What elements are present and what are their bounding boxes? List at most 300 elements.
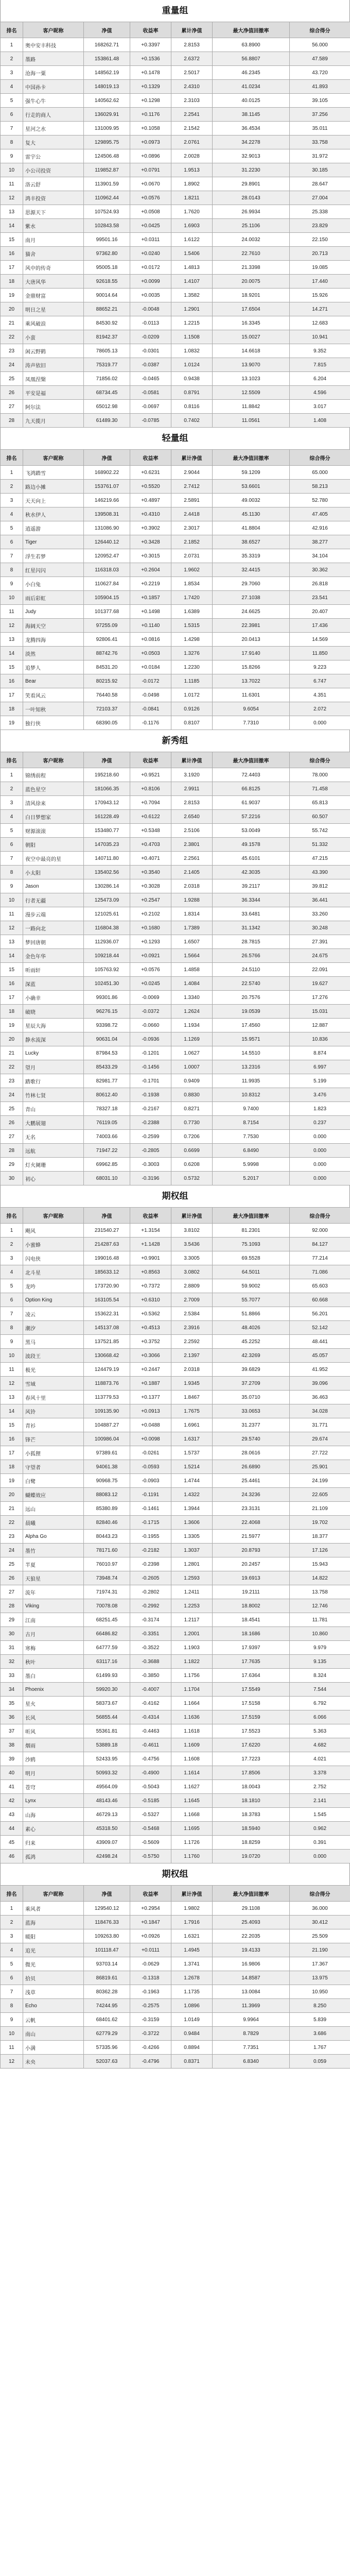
table-cell: 36.3344 [213,893,290,907]
table-cell: +1.3154 [130,1224,171,1238]
table-cell: 145137.08 [84,1321,130,1335]
table-cell: +0.8106 [130,782,171,796]
table-cell: 78327.18 [84,1102,130,1116]
table-cell: 59.9002 [213,1279,290,1293]
table-row [1,122,350,135]
table-cell: +0.1293 [130,935,171,949]
table-cell: +0.6231 [130,466,171,480]
table-cell: +0.6122 [130,810,171,824]
table-cell: 云帆 [23,2013,84,2027]
table-cell: 74003.66 [84,1130,130,1144]
table-cell: 109263.80 [84,1929,130,1943]
table-cell: 1.1627 [171,1780,213,1794]
table-row [1,261,350,275]
table-cell: 17.440 [290,275,350,289]
table-cell: 65.000 [290,466,350,480]
table-cell: 22.3981 [213,619,290,633]
table-cell: 69.5528 [213,1251,290,1265]
table-cell: 35.3319 [213,549,290,563]
table-cell: 0.8271 [171,1102,213,1116]
table-cell: 63.8900 [213,38,290,52]
table-cell: 11 [1,907,23,921]
table-cell: 10.8312 [213,1088,290,1102]
table-cell: 0.000 [290,716,350,730]
table-row [1,1293,350,1307]
ranking-section [0,730,350,1185]
table-cell: 39.105 [290,94,350,108]
table-cell: 35.011 [290,122,350,135]
table-row [1,1460,350,1474]
table-cell: 14.822 [290,1571,350,1585]
table-cell: 38.277 [290,535,350,549]
table-cell: 10 [1,893,23,907]
table-cell: 13.0084 [213,1985,290,1999]
table-cell: 47.589 [290,52,350,66]
column-header: 排名 [1,450,23,466]
table-cell: 99301.86 [84,991,130,1005]
table-cell: 109135.90 [84,1404,130,1418]
table-cell: 2.4310 [171,80,213,94]
table-row [1,674,350,688]
table-cell: 19 [1,716,23,730]
table-cell: 1.8211 [171,191,213,205]
table-cell: 1.3606 [171,1516,213,1530]
table-cell: 168902.22 [84,466,130,480]
table-cell: 7 [1,1985,23,1999]
table-cell: +0.0926 [130,1929,171,1943]
table-cell: 23.541 [290,591,350,605]
table-cell: 181066.35 [84,782,130,796]
table-cell: 25.338 [290,205,350,219]
table-cell: 1.3340 [171,991,213,1005]
table-row [1,963,350,977]
table-cell: 118476.33 [84,1916,130,1929]
table-cell: -0.2182 [130,1544,171,1557]
table-row [1,824,350,838]
table-cell: 140562.62 [84,94,130,108]
table-cell: 5 [1,824,23,838]
table-row [1,330,350,344]
table-cell: 南山 [23,2027,84,2041]
table-cell: -0.4900 [130,1766,171,1780]
table-cell: 81.2301 [213,1224,290,1238]
table-row [1,1710,350,1724]
table-cell: 102843.58 [84,219,130,233]
table-cell: 1.1636 [171,1710,213,1724]
table-cell: 4 [1,1943,23,1957]
table-cell: +0.2547 [130,893,171,907]
table-cell: 95005.18 [84,261,130,275]
table-cell: 11 [1,605,23,619]
column-header: 净值 [84,22,130,38]
table-cell: -0.4463 [130,1724,171,1738]
table-cell: 84.127 [290,1238,350,1251]
table-cell: 56.201 [290,1307,350,1321]
table-cell: 22.4068 [213,1516,290,1530]
table-row [1,633,350,647]
table-cell: 0.8371 [171,2055,213,2069]
table-cell: 2.1397 [171,1349,213,1363]
table-cell: +0.4310 [130,507,171,521]
table-cell: 24.199 [290,1474,350,1488]
table-cell: 1.7916 [171,1916,213,1929]
table-cell: 思源天下 [23,205,84,219]
table-cell: 1.3944 [171,1502,213,1516]
table-cell: 131009.95 [84,122,130,135]
table-cell: 3 [1,796,23,810]
table-cell: 6 [1,535,23,549]
table-cell: 行者无疆 [23,893,84,907]
table-cell: 晨曦 [23,1516,84,1530]
table-cell: 69962.85 [84,1158,130,1172]
table-cell: 22.5740 [213,977,290,991]
table-cell: 北斗星 [23,1265,84,1279]
table-cell: 0.000 [290,1850,350,1863]
column-header: 收益率 [130,752,171,768]
table-cell: 7 [1,1307,23,1321]
table-cell: 2.6372 [171,52,213,66]
table-cell: 5.199 [290,1074,350,1088]
table-cell: +0.1176 [130,108,171,122]
table-cell: 58373.67 [84,1697,130,1710]
column-header: 客户昵称 [23,752,84,768]
table-cell: 113779.53 [84,1391,130,1404]
table-row [1,1144,350,1158]
table-cell: 27.391 [290,935,350,949]
table-cell: 118873.76 [84,1377,130,1391]
table-cell: -0.0069 [130,991,171,1005]
table-cell: 43.390 [290,866,350,879]
table-row [1,316,350,330]
table-cell: 136029.91 [84,108,130,122]
table-cell: +0.0973 [130,135,171,149]
table-row [1,702,350,716]
table-cell: 2.8153 [171,38,213,52]
table-cell: 0.059 [290,2055,350,2069]
table-cell: +0.0576 [130,191,171,205]
table-cell: 34 [1,1683,23,1697]
table-cell: 1.1609 [171,1738,213,1752]
table-cell: 4 [1,80,23,94]
table-cell: 10 [1,163,23,177]
table-cell: 39.096 [290,1377,350,1391]
table-cell: 57.2216 [213,810,290,824]
table-cell: 乘风破浪 [23,316,84,330]
table-cell: 阿尔法 [23,400,84,414]
table-cell: 88652.21 [84,302,130,316]
table-cell: -0.3003 [130,1158,171,1172]
table-cell: 1.5664 [171,949,213,963]
table-cell: 灯火阑珊 [23,1158,84,1172]
table-cell: -0.2167 [130,1102,171,1116]
table-row [1,38,350,52]
table-cell: +0.4897 [130,494,171,507]
table-cell: 52037.63 [84,2055,130,2069]
column-header: 排名 [1,752,23,768]
table-row [1,1019,350,1032]
table-row [1,577,350,591]
table-cell: 20.7576 [213,991,290,1005]
table-cell: 137521.85 [84,1335,130,1349]
table-cell: 15 [1,963,23,977]
table-cell: 84531.20 [84,660,130,674]
table-cell: 2.0731 [171,549,213,563]
table-row [1,1697,350,1710]
table-cell: 10.941 [290,330,350,344]
table-cell: 8.324 [290,1669,350,1683]
table-cell: 1.9513 [171,163,213,177]
table-cell: Option King [23,1293,84,1307]
table-cell: 0.7730 [171,1116,213,1130]
table-cell: 13.758 [290,1585,350,1599]
table-cell: 55.7077 [213,1293,290,1307]
table-row [1,605,350,619]
table-cell: 1.1756 [171,1669,213,1683]
table-cell: 17 [1,688,23,702]
table-cell: 22 [1,330,23,344]
table-cell: 0.7206 [171,1130,213,1144]
table-cell: 27.722 [290,1446,350,1460]
table-cell: 7.7310 [213,716,290,730]
table-cell: 22.150 [290,233,350,247]
table-cell: 74244.95 [84,1999,130,2013]
table-cell: 沙鸥 [23,1752,84,1766]
table-row [1,1599,350,1613]
table-row [1,1752,350,1766]
table-cell: 19 [1,1474,23,1488]
table-cell: 1.4107 [171,275,213,289]
table-cell: 沧海一粟 [23,66,84,80]
table-header-row [1,752,350,768]
table-cell: 18.9201 [213,289,290,302]
table-cell: 青衫 [23,1418,84,1432]
table-cell: 孤鸿 [23,1850,84,1863]
table-cell: +0.0508 [130,205,171,219]
table-cell: 19.4133 [213,1943,290,1957]
table-cell: 28 [1,414,23,428]
table-cell: 31.1342 [213,921,290,935]
table-row [1,1116,350,1130]
table-cell: 18.0043 [213,1780,290,1794]
table-cell: 99501.16 [84,233,130,247]
table-row [1,1060,350,1074]
table-row [1,1391,350,1404]
table-row [1,400,350,414]
table-cell: 12.5509 [213,386,290,400]
table-cell: 6 [1,838,23,852]
table-row [1,1902,350,1916]
table-cell: 17.5549 [213,1683,290,1697]
table-cell: 1.1704 [171,1683,213,1697]
column-header: 收益率 [130,1208,171,1224]
table-row [1,1585,350,1599]
table-cell: Alpha Go [23,1530,84,1544]
table-cell: 归来 [23,1836,84,1850]
table-cell: 1.1618 [171,1724,213,1738]
table-cell: 1.1735 [171,1985,213,1999]
table-cell: 1.4744 [171,1474,213,1488]
table-cell: -0.1955 [130,1530,171,1544]
table-cell: 12 [1,2055,23,2069]
table-cell: 30.185 [290,163,350,177]
table-cell: 29.8901 [213,177,290,191]
table-cell: 42498.24 [84,1850,130,1863]
table-cell: 秋水伊人 [23,507,84,521]
table-cell: 185633.12 [84,1265,130,1279]
table-cell: 踏歌行 [23,1074,84,1088]
table-header-row [1,1208,350,1224]
table-row [1,1613,350,1627]
table-cell: -0.0172 [130,674,171,688]
table-row [1,1985,350,1999]
table-cell: 青山 [23,1102,84,1116]
table-cell: 16.9806 [213,1957,290,1971]
table-row [1,205,350,219]
table-row [1,219,350,233]
table-cell: 1.4813 [171,261,213,275]
table-cell: 1 [1,1224,23,1238]
table-cell: +0.3066 [130,1349,171,1363]
table-cell: 15.926 [290,289,350,302]
table-cell: +0.0670 [130,177,171,191]
table-cell: 15.8266 [213,660,290,674]
table-cell: 25 [1,1557,23,1571]
table-cell: 古月 [23,1627,84,1641]
table-cell: Tiger [23,535,84,549]
table-cell: 29.7060 [213,577,290,591]
table-cell: -0.1191 [130,1488,171,1502]
column-header: 最大净值回撤率 [213,752,290,768]
table-cell: 48143.46 [84,1794,130,1808]
table-cell: 30 [1,1627,23,1641]
table-cell: 135402.56 [84,866,130,879]
table-cell: -0.4162 [130,1697,171,1710]
table-cell: -0.2605 [130,1571,171,1585]
table-cell: 27 [1,1130,23,1144]
table-cell: 53.6601 [213,480,290,494]
table-cell: 37.256 [290,108,350,122]
table-cell: 24.5110 [213,963,290,977]
table-cell: 2.2541 [171,108,213,122]
table-cell: +0.1140 [130,619,171,633]
table-cell: 风中的传奇 [23,261,84,275]
table-row [1,414,350,428]
column-header: 排名 [1,1886,23,1902]
table-cell: 78.000 [290,768,350,782]
table-row [1,1971,350,1985]
table-cell: 1.6961 [171,1418,213,1432]
table-cell: 雷宇公 [23,149,84,163]
table-cell: 2 [1,1238,23,1251]
table-cell: 42.3269 [213,1349,290,1363]
table-cell: 28.0143 [213,191,290,205]
table-cell: 22 [1,1060,23,1074]
table-cell: 无名 [23,1130,84,1144]
table-cell: 1.5214 [171,1460,213,1474]
table-cell: 39.812 [290,879,350,893]
table-cell: 0.8894 [171,2041,213,2055]
table-cell: -0.3159 [130,2013,171,2027]
table-row [1,1808,350,1822]
table-cell: 22 [1,1516,23,1530]
table-cell: 41.952 [290,1363,350,1377]
table-cell: 锦绣前程 [23,768,84,782]
table-cell: 1.4084 [171,977,213,991]
table-cell: 2.7009 [171,1293,213,1307]
table-cell: 0.9438 [171,372,213,386]
table-cell: 9 [1,149,23,163]
table-cell: -0.0465 [130,372,171,386]
table-cell: 0.237 [290,1116,350,1130]
table-cell: 126440.12 [84,535,130,549]
table-cell: +0.3015 [130,549,171,563]
table-cell: 28.7815 [213,935,290,949]
table-cell: 33.6481 [213,907,290,921]
table-cell: 追梦人 [23,660,84,674]
table-cell: 7 [1,549,23,563]
table-cell: 46 [1,1850,23,1863]
table-cell: 11.8842 [213,400,290,414]
column-header: 累计净值 [171,1886,213,1902]
table-cell: 43 [1,1808,23,1822]
table-cell: 2.5384 [171,1307,213,1321]
table-cell: 26 [1,1571,23,1585]
table-cell: 56.000 [290,38,350,52]
table-cell: 14 [1,219,23,233]
table-cell: 125473.09 [84,893,130,907]
table-row [1,1032,350,1046]
table-cell: -0.0841 [130,702,171,716]
table-row [1,1943,350,1957]
table-cell: 小公司投资 [23,163,84,177]
table-cell: 147035.23 [84,838,130,852]
table-cell: 30.362 [290,563,350,577]
table-row [1,1641,350,1655]
table-cell: 71.086 [290,1265,350,1279]
table-row [1,52,350,66]
table-cell: 52.780 [290,494,350,507]
table-cell: 17 [1,261,23,275]
table-row [1,163,350,177]
table-cell: 14 [1,1404,23,1418]
table-cell: 2.2592 [171,1335,213,1349]
table-cell: 65012.98 [84,400,130,414]
table-cell: 36.000 [290,1902,350,1916]
table-cell: 7.815 [290,358,350,372]
table-row [1,1780,350,1794]
column-header: 客户昵称 [23,450,84,466]
table-cell: 1.0149 [171,2013,213,2027]
column-header: 收益率 [130,1886,171,1902]
table-cell: 13.2316 [213,1060,290,1074]
table-cell: 36.441 [290,893,350,907]
table-cell: 17.9140 [213,647,290,660]
table-cell: 140711.80 [84,852,130,866]
table-cell: 1.9288 [171,893,213,907]
table-cell: +0.0576 [130,963,171,977]
table-cell: 90968.75 [84,1474,130,1488]
table-cell: 81942.37 [84,330,130,344]
table-cell: 65.603 [290,1279,350,1293]
table-cell: 6.747 [290,674,350,688]
table-cell: +0.1857 [130,591,171,605]
table-cell: 25.1106 [213,219,290,233]
table-cell: 15.031 [290,1005,350,1019]
column-header: 净值 [84,450,130,466]
table-cell: 8.7829 [213,2027,290,2041]
table-cell: -0.0936 [130,1032,171,1046]
ranking-table [0,752,350,1185]
